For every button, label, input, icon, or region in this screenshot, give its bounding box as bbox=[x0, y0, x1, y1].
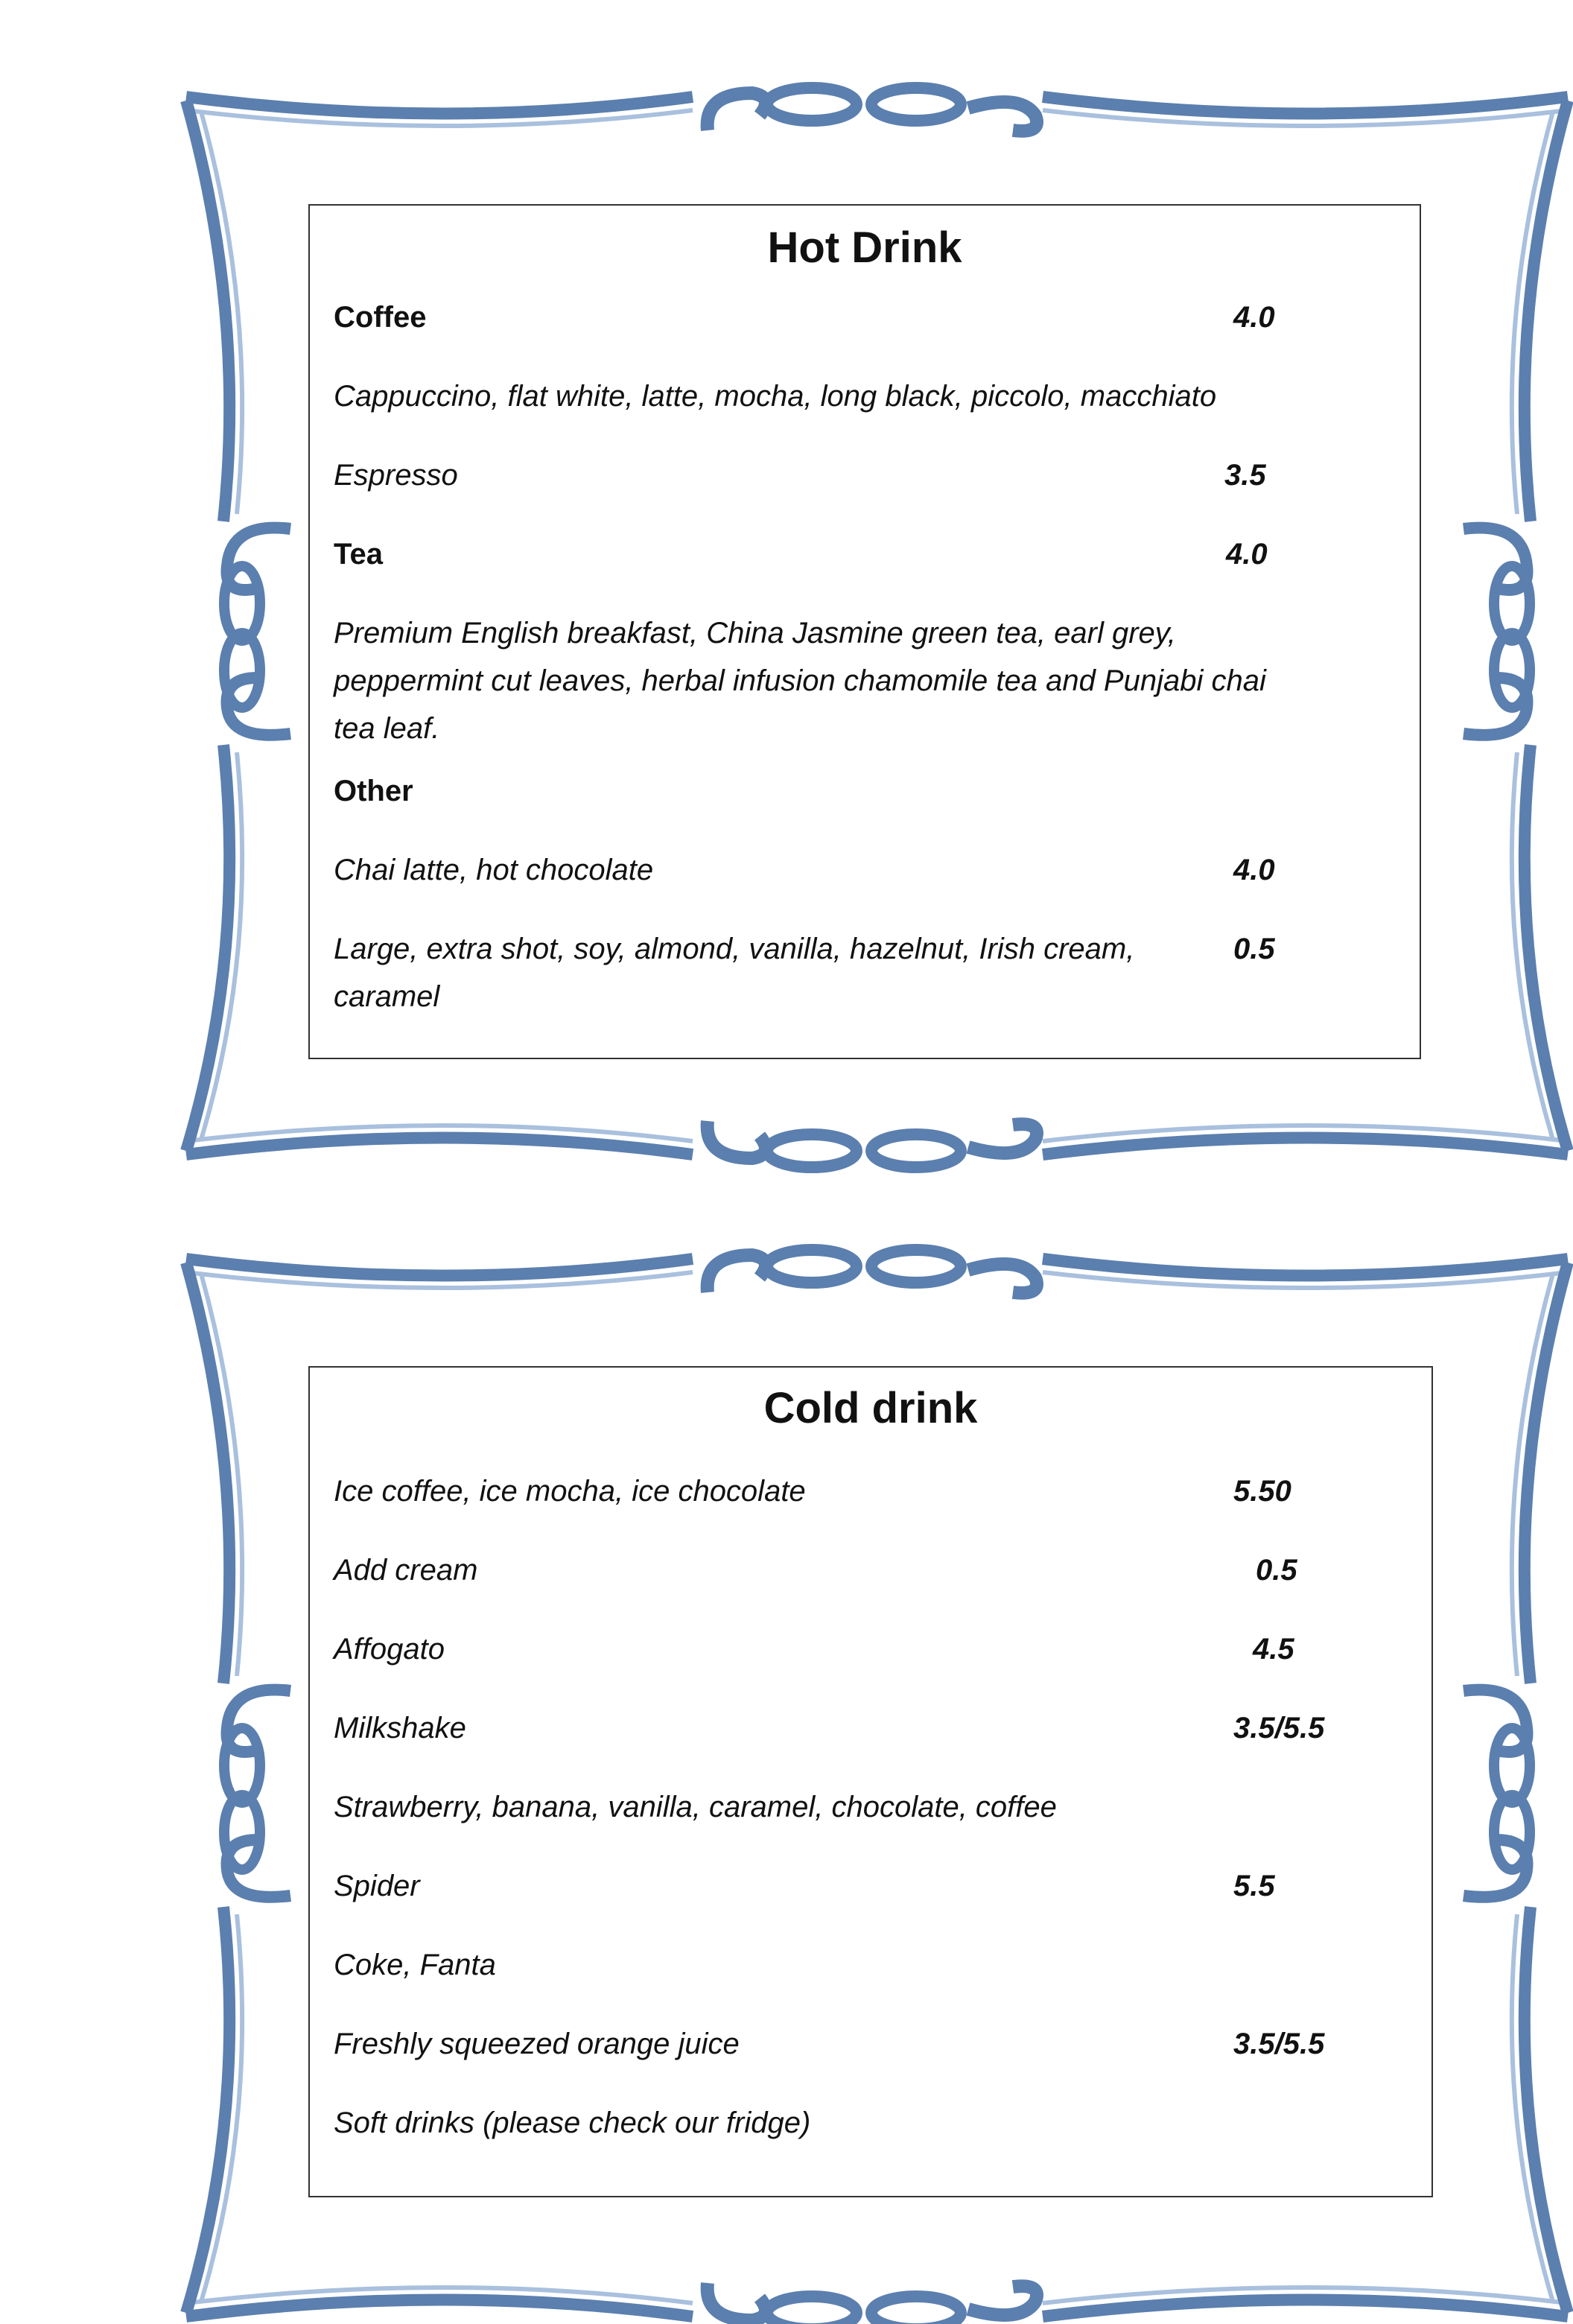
coffee-heading: Coffee bbox=[334, 301, 427, 334]
list-item: Spider bbox=[334, 1870, 420, 1902]
extras-price: 0.5 bbox=[1233, 933, 1275, 965]
list-item-price: 5.5 bbox=[1233, 1870, 1275, 1902]
hot-drink-title: Hot Drink bbox=[767, 223, 962, 272]
list-item: Strawberry, banana, vanilla, caramel, chocolate, coffee bbox=[334, 1791, 1057, 1823]
chai-label: Chai latte, hot chocolate bbox=[334, 854, 654, 886]
list-item: Milkshake bbox=[334, 1712, 466, 1744]
list-item: Freshly squeezed orange juice bbox=[334, 2028, 740, 2060]
tea-price: 4.0 bbox=[1226, 538, 1268, 571]
extras-label: Large, extra shot, soy, almond, vanilla, hazelnut, Irish cream, caramel bbox=[334, 933, 1135, 1013]
espresso-label: Espresso bbox=[334, 459, 458, 492]
coffee-list: Cappuccino, flat white, latte, mocha, long black, piccolo, macchiato bbox=[334, 380, 1217, 413]
list-item: Affogato bbox=[334, 1633, 445, 1666]
list-item-price: 5.50 bbox=[1233, 1475, 1291, 1508]
chai-price: 4.0 bbox=[1233, 854, 1275, 886]
espresso-price: 3.5 bbox=[1224, 459, 1266, 492]
list-item-price: 3.5/5.5 bbox=[1233, 2028, 1325, 2060]
hot-drink-menu bbox=[308, 204, 1421, 1059]
tea-heading: Tea bbox=[334, 538, 383, 571]
list-item: Soft drinks (please check our fridge) bbox=[334, 2106, 811, 2139]
list-item-price: 3.5/5.5 bbox=[1233, 1712, 1325, 1744]
cold-drink-menu bbox=[308, 1366, 1433, 2197]
list-item-price: 0.5 bbox=[1256, 1554, 1297, 1587]
tea-list: Premium English breakfast, China Jasmine green tea, earl grey, peppermint cut leaves, herbal infusion chamomile tea and Punjabi chai tea leaf. bbox=[334, 617, 1266, 745]
list-item: Add cream bbox=[334, 1554, 478, 1587]
list-item: Ice coffee, ice mocha, ice chocolate bbox=[334, 1475, 806, 1508]
list-item-price: 4.5 bbox=[1253, 1633, 1294, 1666]
coffee-price: 4.0 bbox=[1233, 301, 1275, 334]
other-heading: Other bbox=[334, 775, 413, 807]
list-item: Coke, Fanta bbox=[334, 1949, 496, 1981]
cold-drink-title: Cold drink bbox=[763, 1384, 978, 1432]
